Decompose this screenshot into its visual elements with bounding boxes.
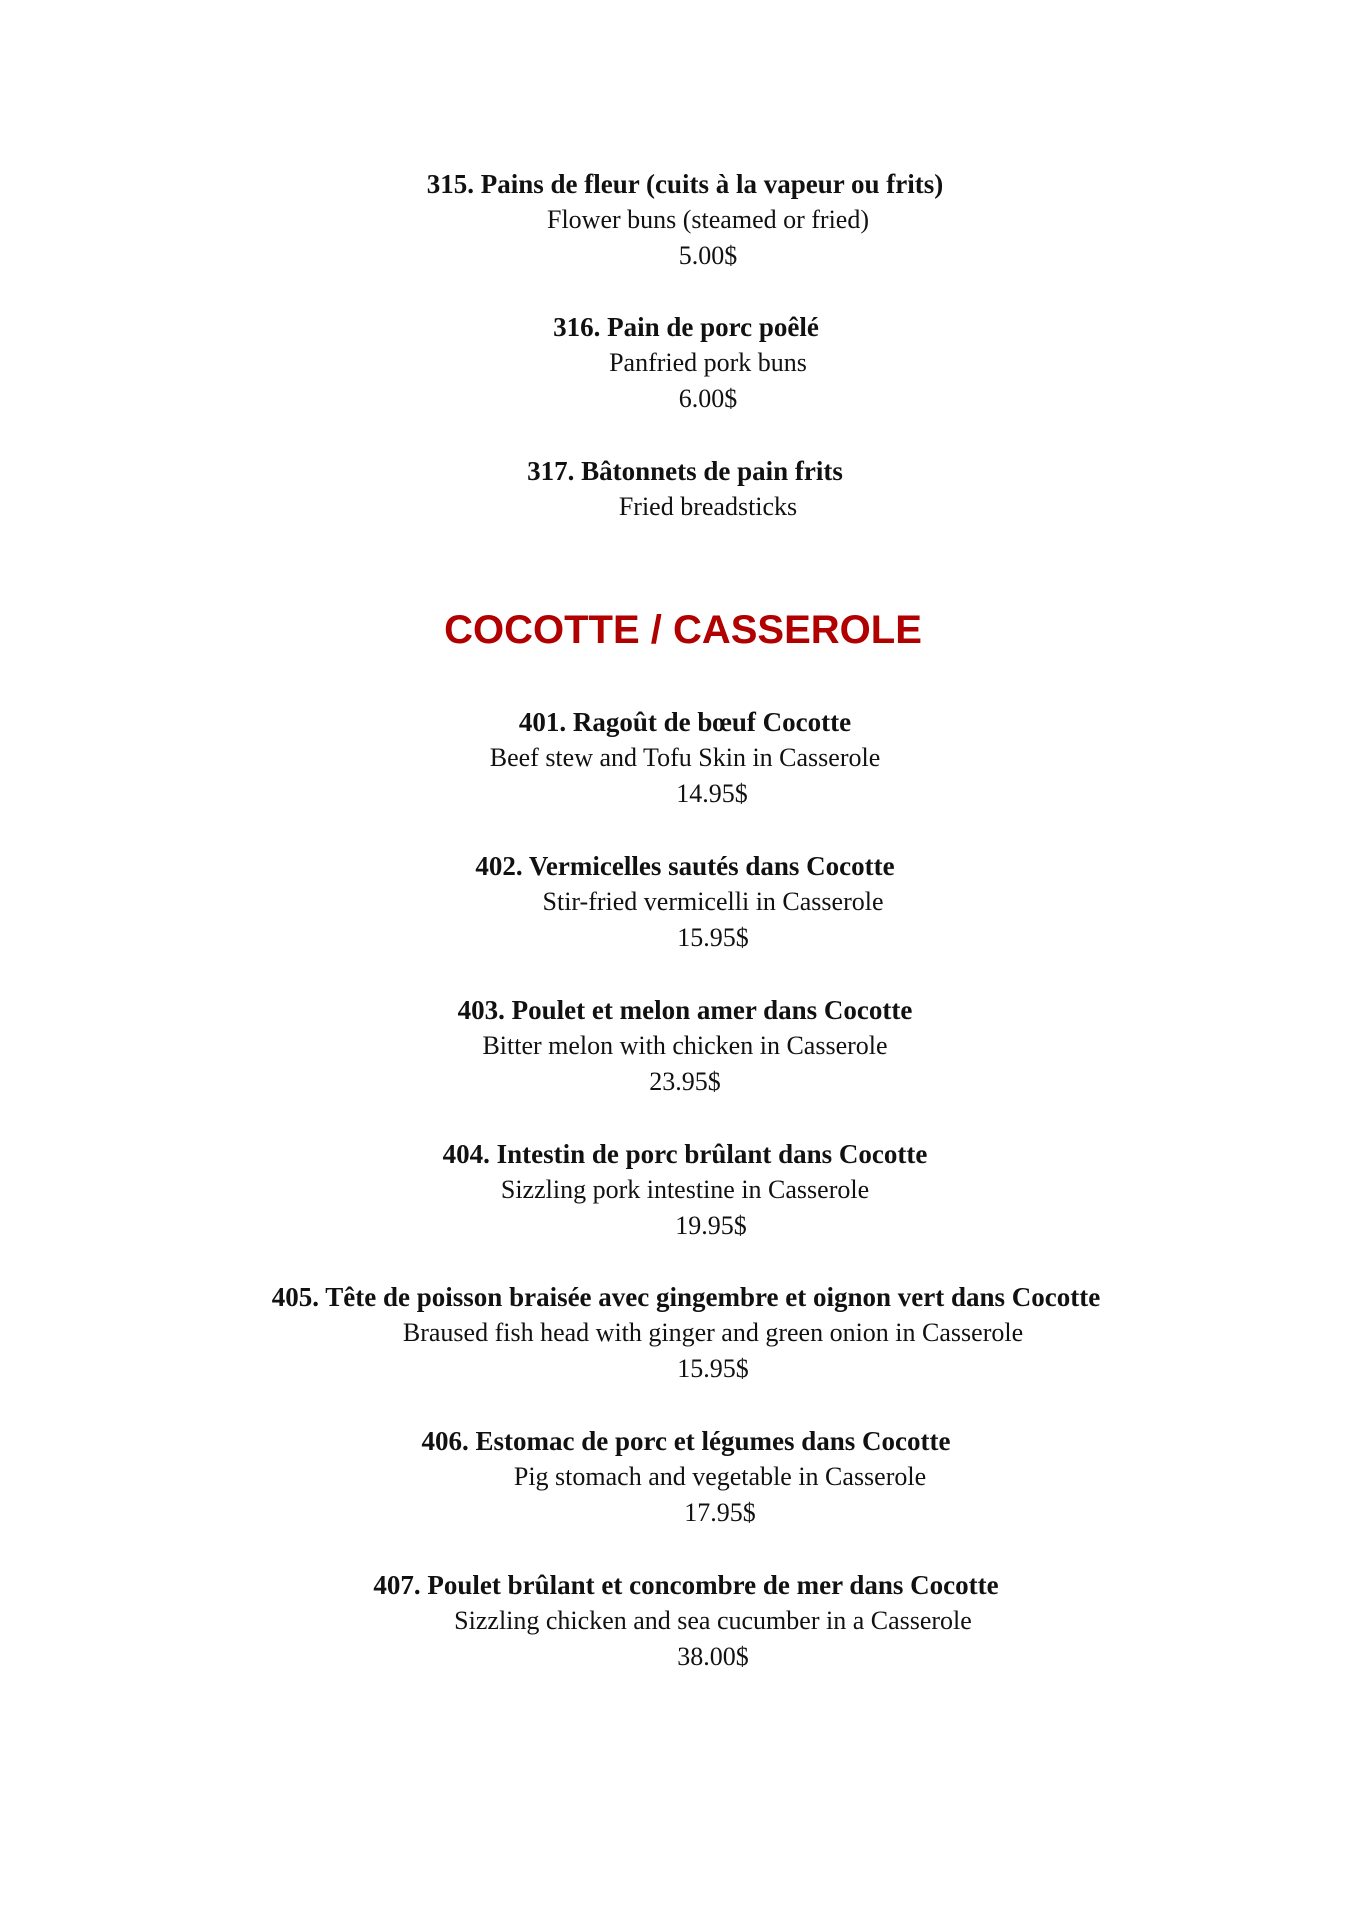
item-price: 5.00$ xyxy=(678,241,738,270)
item-price: 15.95$ xyxy=(677,1354,749,1383)
item-name-fr: 402. Vermicelles sautés dans Cocotte xyxy=(475,851,895,881)
item-name-en: Pig stomach and vegetable in Casserole xyxy=(513,1462,927,1491)
item-name-fr: 407. Poulet brûlant et concombre de mer dans Cocotte xyxy=(373,1570,999,1600)
item-name-fr: 315. Pains de fleur (cuits à la vapeur ou frits) xyxy=(426,169,944,199)
item-name-fr: 403. Poulet et melon amer dans Cocotte xyxy=(457,995,913,1025)
item-name-en: Stir-fried vermicelli in Casserole xyxy=(542,887,884,916)
item-name-en: Panfried pork buns xyxy=(609,348,807,377)
item-price: 19.95$ xyxy=(675,1211,747,1240)
item-name-fr: 404. Intestin de porc brûlant dans Cocotte xyxy=(442,1139,928,1169)
item-name-en: Braused fish head with ginger and green onion in Casserole xyxy=(402,1318,1024,1347)
item-name-fr: 406. Estomac de porc et légumes dans Cocotte xyxy=(421,1426,951,1456)
item-name-en: Beef stew and Tofu Skin in Casserole xyxy=(489,743,881,772)
item-price: 17.95$ xyxy=(684,1498,756,1527)
item-name-fr: 401. Ragoût de bœuf Cocotte xyxy=(518,707,852,737)
item-name-en: Sizzling pork intestine in Casserole xyxy=(500,1175,870,1204)
section-title: COCOTTE / CASSEROLE xyxy=(444,608,922,652)
item-price: 23.95$ xyxy=(649,1067,721,1096)
item-price: 38.00$ xyxy=(677,1642,749,1671)
item-name-en: Flower buns (steamed or fried) xyxy=(546,205,870,234)
item-price: 15.95$ xyxy=(677,923,749,952)
item-name-en: Fried breadsticks xyxy=(618,492,798,521)
item-name-fr: 317. Bâtonnets de pain frits xyxy=(527,456,843,486)
item-name-fr: 405. Tête de poisson braisée avec gingembre et oignon vert dans Cocotte xyxy=(271,1282,1101,1312)
item-price: 14.95$ xyxy=(676,779,748,808)
item-price: 6.00$ xyxy=(678,384,738,413)
item-name-fr: 316. Pain de porc poêlé xyxy=(553,312,819,342)
item-name-en: Bitter melon with chicken in Casserole xyxy=(482,1031,888,1060)
item-name-en: Sizzling chicken and sea cucumber in a Casserole xyxy=(454,1606,972,1635)
